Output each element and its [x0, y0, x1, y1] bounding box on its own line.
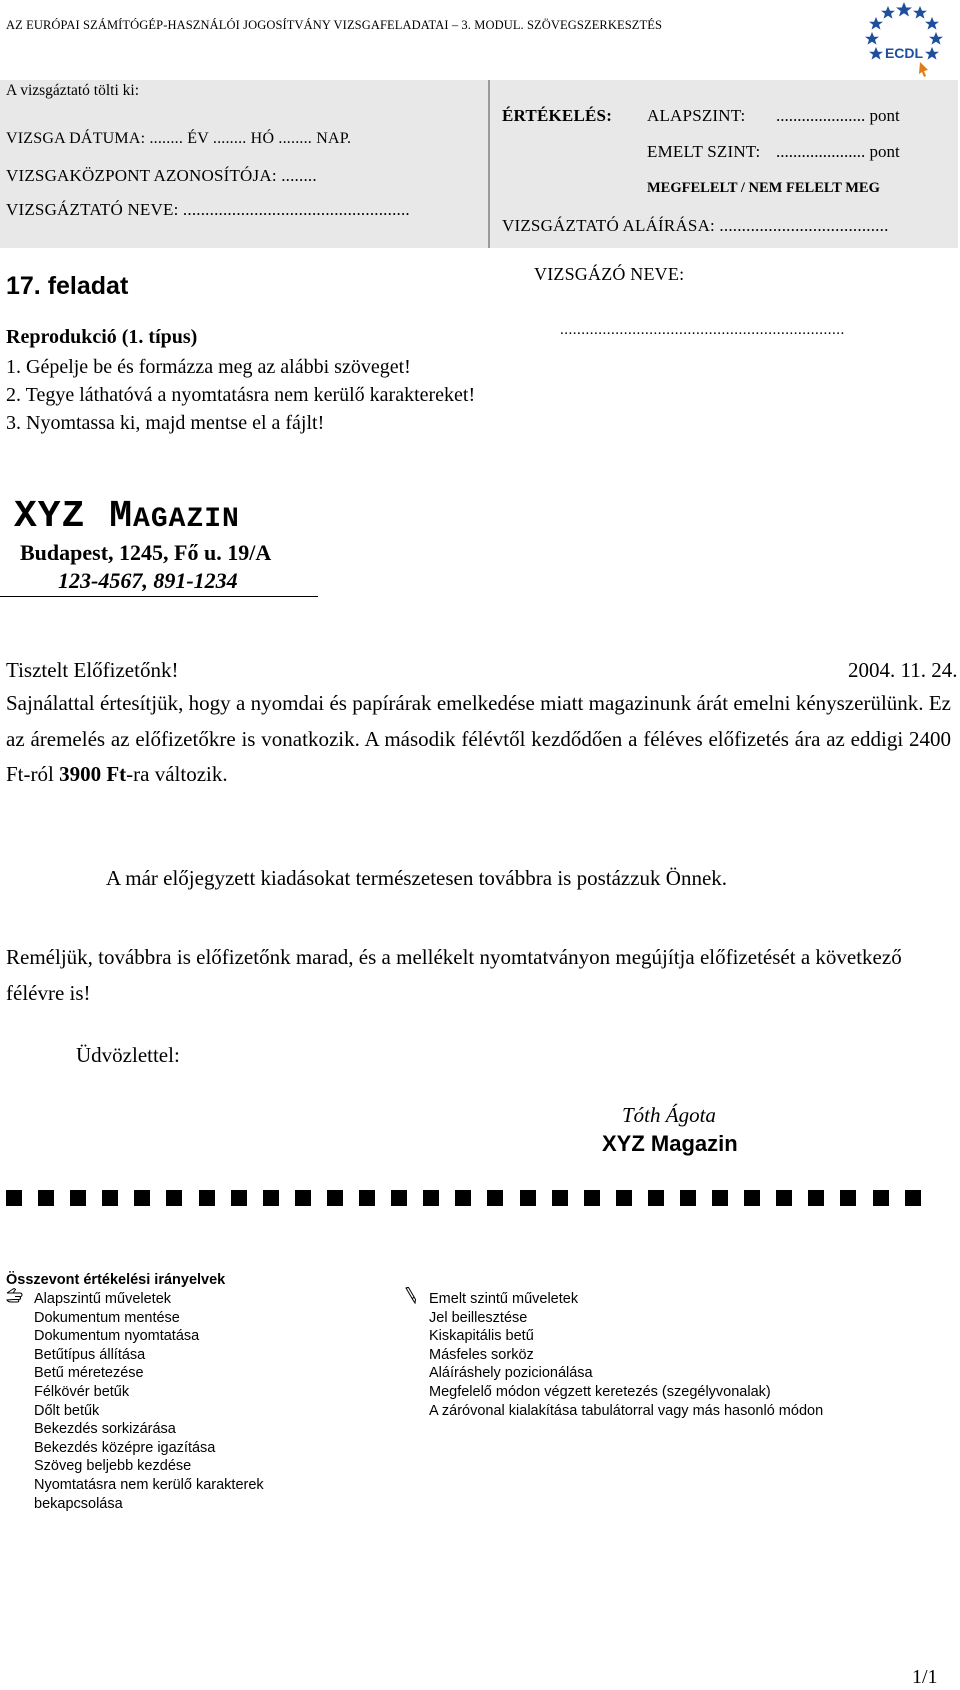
magazine-phones: 123-4567, 891-1234	[58, 568, 238, 593]
pointing-hand-icon	[6, 1287, 30, 1303]
square-bullet	[776, 1190, 792, 1206]
letter-paragraph-1: Sajnálattal értesítjük, hogy a nyomdai és papírárak emelkedése miatt magazinunk árát emelni kényszerülünk. Ez az áremelés az előfizetőkre is vonatkozik. A második félévtől kezdődően a féléves előfizetés ára az eddigi 2400 Ft-ról 3900 Ft-ra változik.	[6, 691, 951, 786]
letter-paragraph-3: Reméljük, továbbra is előfizetőnk marad, és a mellékelt nyomtatványon megújítja előfizetését a következő félévre is!	[6, 945, 902, 1005]
basic-criteria-item: Nyomtatásra nem kerülő karakterek	[34, 1476, 264, 1493]
square-bullet	[231, 1190, 247, 1206]
square-bullet	[70, 1190, 86, 1206]
square-bullet	[327, 1190, 343, 1206]
square-bullet	[6, 1190, 22, 1206]
square-bullet	[584, 1190, 600, 1206]
square-bullet	[487, 1190, 503, 1206]
task-step-1: 1. Gépelje be és formázza meg az alábbi szöveget!	[6, 356, 411, 378]
form-divider	[488, 80, 490, 248]
square-bullet	[616, 1190, 632, 1206]
basic-criteria-item: Félkövér betűk	[34, 1383, 130, 1400]
basic-criteria-item: bekapcsolása	[34, 1495, 123, 1512]
pencil-icon	[402, 1286, 420, 1304]
square-bullet	[744, 1190, 760, 1206]
square-bullet	[359, 1190, 375, 1206]
basic-level-points: ..................... pont	[776, 106, 900, 125]
square-bullet	[166, 1190, 182, 1206]
square-bullet	[712, 1190, 728, 1206]
square-bullet	[520, 1190, 536, 1206]
letter-paragraph-2: A már előjegyzett kiadásokat természetesen továbbra is postázzuk Önnek.	[106, 866, 728, 890]
advanced-criteria-item: Emelt szintű műveletek	[429, 1291, 579, 1307]
advanced-criteria-item: Megfelelő módon végzett keretezés (szegélyvonalak)	[429, 1383, 771, 1400]
square-bullet	[102, 1190, 118, 1206]
basic-criteria-item: Betűtípus állítása	[34, 1346, 146, 1363]
advanced-criteria-item: Kiskapitális betű	[429, 1328, 534, 1345]
criteria-heading: Összevont értékelési irányelvek	[6, 1272, 226, 1288]
magazine-title: XYZ MAGAZIN	[14, 495, 240, 538]
square-bullet	[905, 1190, 921, 1206]
logo-text: ECDL	[884, 45, 924, 61]
basic-criteria-item: Dőlt betűk	[34, 1402, 100, 1419]
basic-criteria-item: Dokumentum nyomtatása	[34, 1328, 200, 1345]
examiner-signature-field: VIZSGÁZTATÓ ALÁÍRÁSA: ......................................	[502, 216, 889, 235]
advanced-criteria-item: Másfeles sorköz	[429, 1346, 534, 1363]
page-number: 1/1	[912, 1666, 938, 1688]
square-bullet	[199, 1190, 215, 1206]
advanced-criteria-item: Jel beillesztése	[429, 1309, 528, 1326]
basic-criteria-item: Dokumentum mentése	[34, 1309, 180, 1326]
task-step-2: 2. Tegye láthatóvá a nyomtatásra nem kerülő karaktereket!	[6, 384, 476, 406]
letterhead-rule	[0, 596, 318, 597]
square-bullet	[808, 1190, 824, 1206]
result-options: MEGFELELT / NEM FELELT MEG	[647, 180, 880, 196]
signer-organization: XYZ Magazin	[602, 1131, 738, 1156]
square-bullet	[455, 1190, 471, 1206]
task-type: Reprodukció (1. típus)	[6, 326, 198, 348]
ecdl-logo	[862, 0, 946, 78]
closing-square-rule	[6, 1190, 921, 1206]
basic-criteria-item: Bekezdés sorkizárása	[34, 1421, 176, 1438]
task-number: 17. feladat	[6, 272, 129, 300]
exam-date-field: VIZSGA DÁTUMA: ........ ÉV ........ HÓ ........ NAP.	[6, 130, 352, 147]
basic-criteria-item: Bekezdés középre igazítása	[34, 1439, 216, 1456]
letter-closing: Üdvözlettel:	[76, 1043, 180, 1067]
examinee-name-label: VIZSGÁZÓ NEVE:	[534, 264, 685, 284]
square-bullet	[873, 1190, 889, 1206]
document-header-title: AZ EURÓPAI SZÁMÍTÓGÉP-HASZNÁLÓI JOGOSÍTVÁNY VIZSGAFELADATAI – 3. MODUL. SZÖVEGSZERKESZTÉS	[6, 18, 663, 32]
square-bullet	[423, 1190, 439, 1206]
advanced-criteria-item: Aláíráshely pozicionálása	[429, 1365, 593, 1382]
magazine-address: Budapest, 1245, Fő u. 19/A	[20, 540, 272, 565]
square-bullet	[391, 1190, 407, 1206]
square-bullet	[552, 1190, 568, 1206]
examiner-name-field: VIZSGÁZTATÓ NEVE: ...................................................	[6, 200, 410, 219]
advanced-criteria-item: A záróvonal kialakítása tabulátorral vagy más hasonló módon	[429, 1402, 824, 1419]
form-filled-by: A vizsgáztató tölti ki:	[6, 82, 140, 99]
basic-criteria-item: Betű méretezése	[34, 1365, 144, 1382]
square-bullet	[38, 1190, 54, 1206]
advanced-criteria-list	[429, 1290, 823, 1420]
basic-criteria-item: Szöveg beljebb kezdése	[34, 1458, 192, 1475]
basic-criteria-item: Alapszintű műveletek	[34, 1291, 172, 1307]
signer-name: Tóth Ágota	[622, 1103, 716, 1127]
letter-salutation: Tisztelt Előfizetőnk!	[6, 658, 179, 682]
evaluation-label: ÉRTÉKELÉS:	[502, 106, 613, 125]
square-bullet	[134, 1190, 150, 1206]
examinee-name-blank: ...................................................................	[560, 322, 845, 338]
basic-criteria-list	[34, 1290, 264, 1513]
advanced-level-points: ..................... pont	[776, 142, 900, 161]
basic-level-label: ALAPSZINT:	[647, 106, 746, 125]
square-bullet	[680, 1190, 696, 1206]
task-step-3: 3. Nyomtassa ki, majd mentse el a fájlt!	[6, 412, 325, 434]
square-bullet	[840, 1190, 856, 1206]
exam-center-id-field: VIZSGAKÖZPONT AZONOSÍTÓJA: ........	[6, 166, 317, 185]
square-bullet	[263, 1190, 279, 1206]
square-bullet	[648, 1190, 664, 1206]
advanced-level-label: EMELT SZINT:	[647, 142, 761, 161]
square-bullet	[295, 1190, 311, 1206]
letter-date: 2004. 11. 24.	[848, 658, 958, 682]
